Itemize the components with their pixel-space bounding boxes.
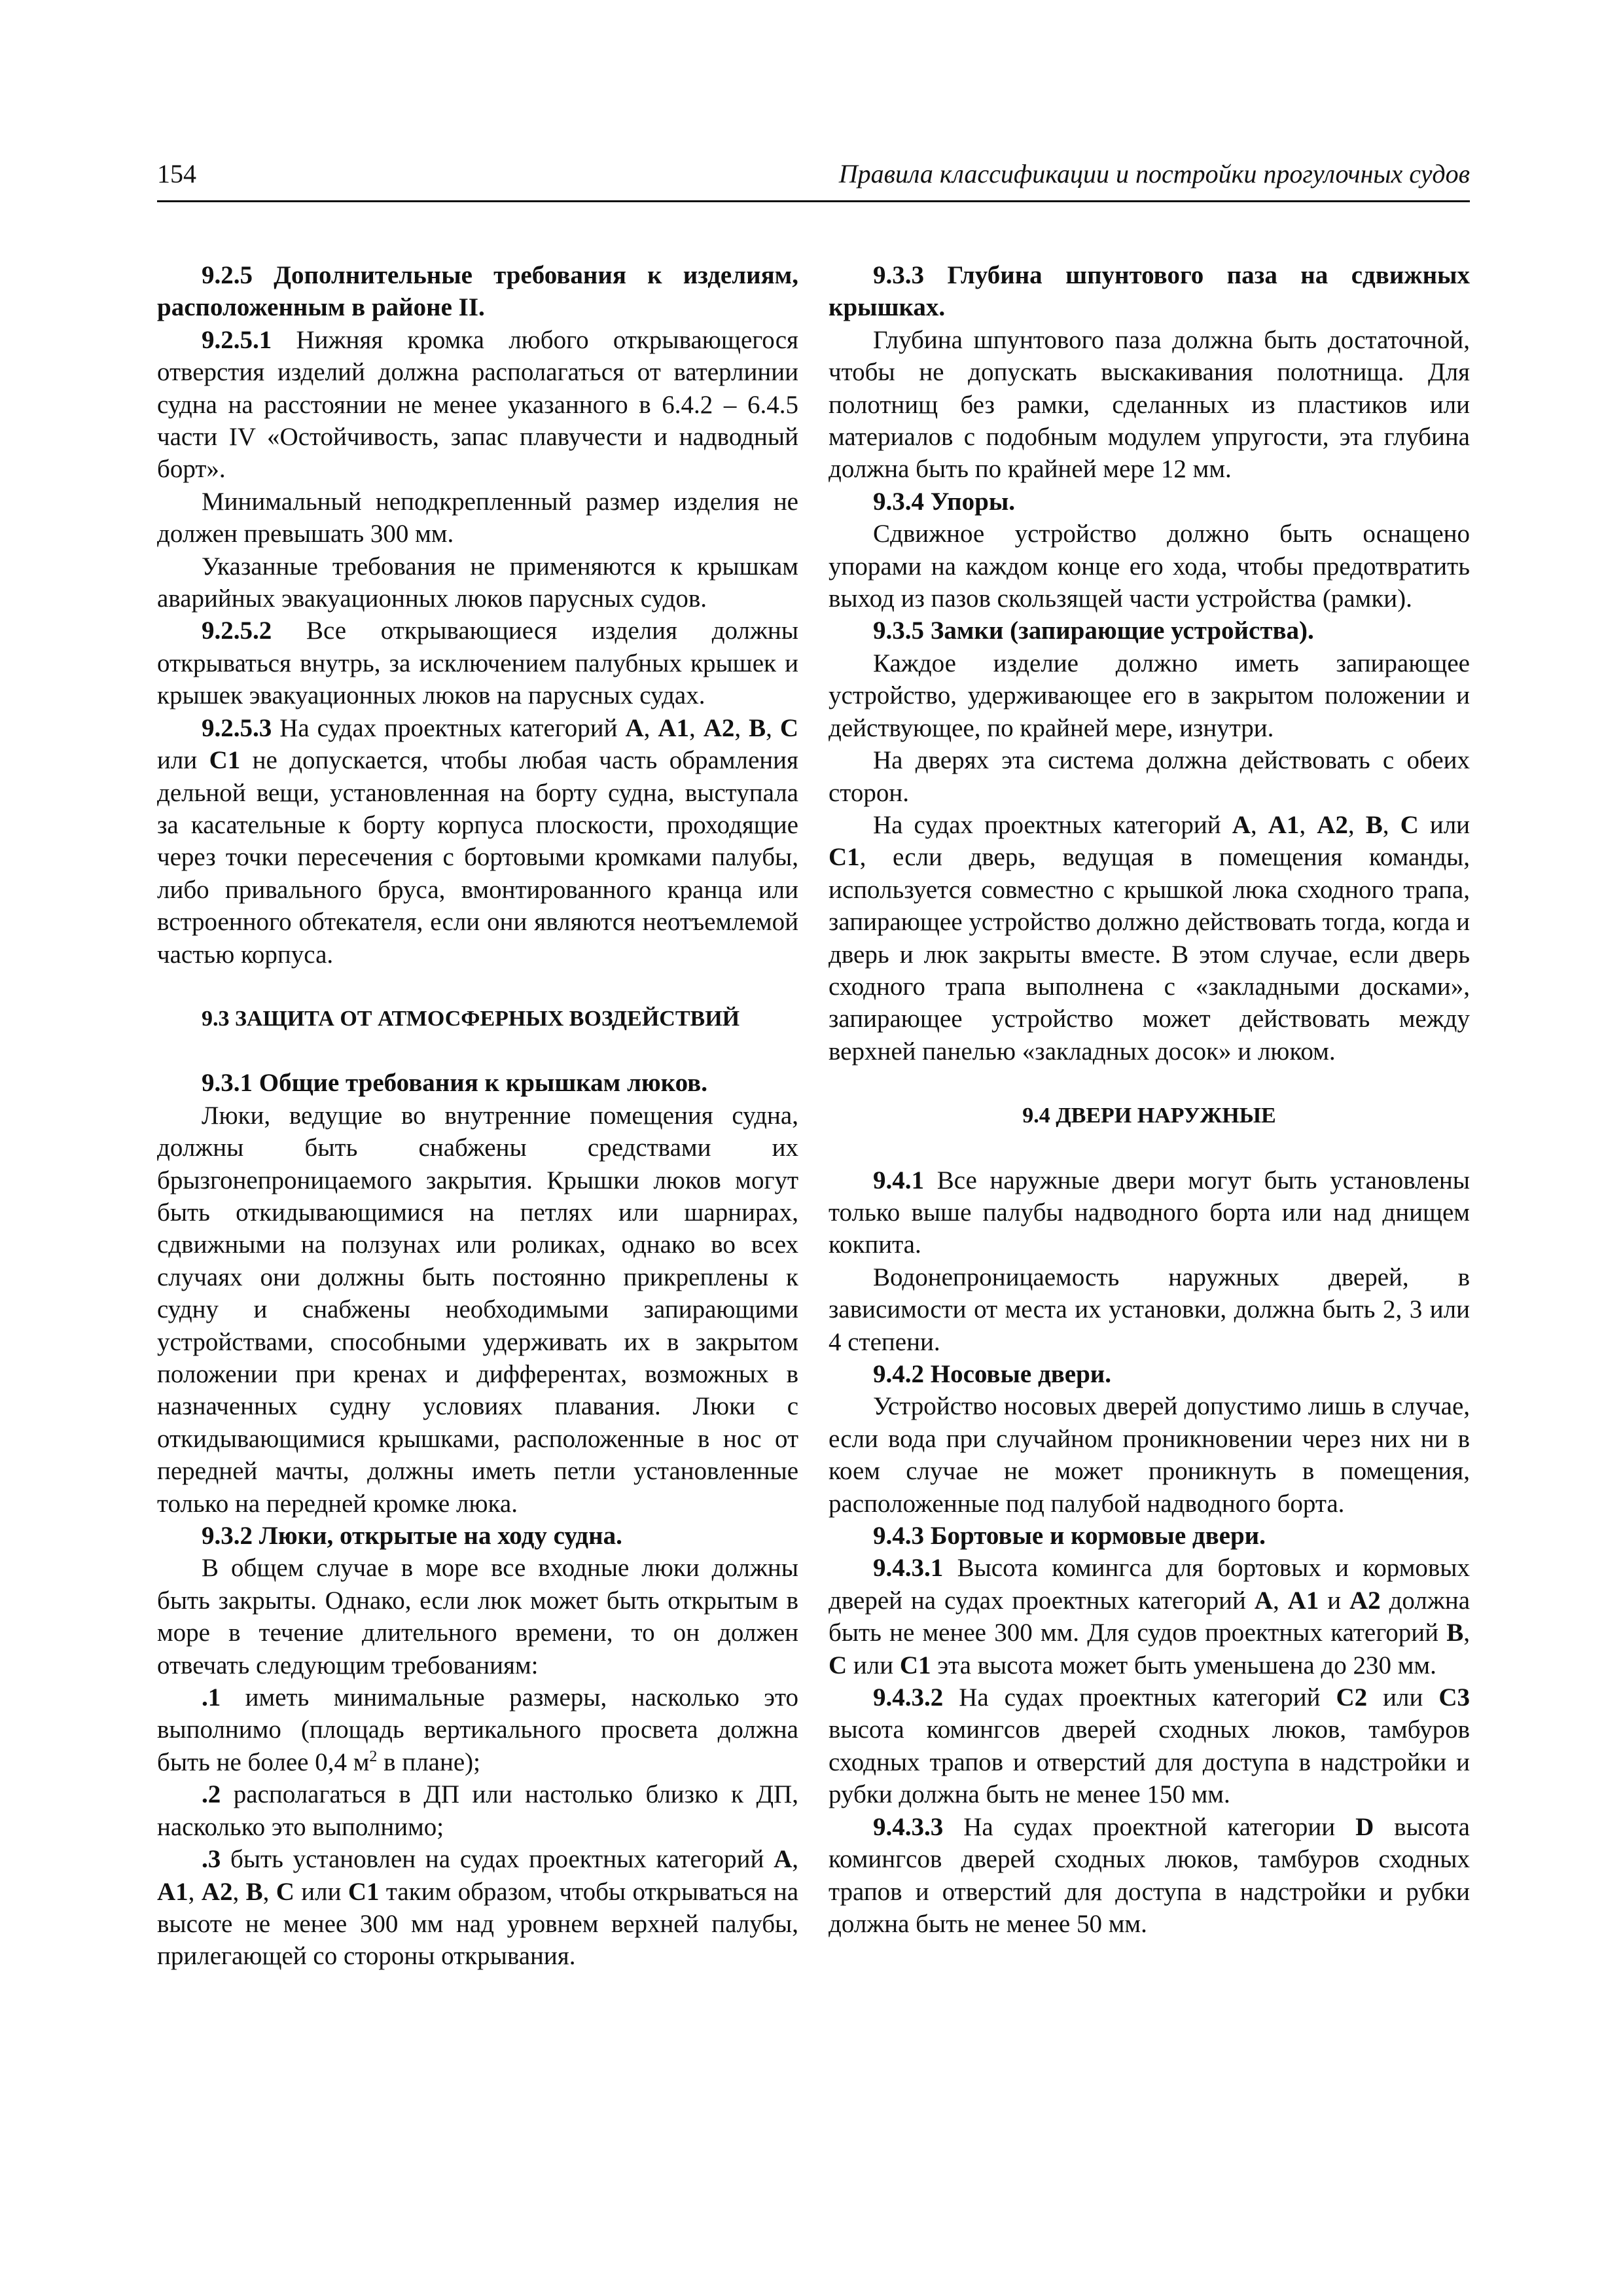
heading-9-3-2: 9.3.2 Люки, открытые на ходу судна. bbox=[202, 1522, 622, 1551]
running-header bbox=[157, 154, 1470, 194]
para-9-2-5-2 bbox=[157, 615, 798, 711]
heading-9-2-5: 9.2.5 Дополнительные требования к изделиям, расположенным в районе II. bbox=[157, 261, 798, 322]
para-9-4-3-1: 9.4.3.1 Высота комингса для бортовых и кормовых дверей на судах проектных категорий A, A1 и A2 должна быть не менее 300 мм. Для судов проектных категорий B, C или C1 эта высота может быть уменьшена до 230 мм. bbox=[829, 1554, 1471, 1679]
para-number: 9.4.3.2 bbox=[873, 1683, 944, 1712]
para-number: 9.2.5.2 bbox=[202, 617, 272, 645]
para-9-3-2: В общем случае в море все входные люки должны быть закрыты. Однако, если люк может быть открытым в море в течение длительного времени, то он должен отвечать следующим требованиям: bbox=[157, 1554, 798, 1679]
para-number: 9.2.5.3 bbox=[202, 713, 272, 742]
para-9-3-3: Глубина шпунтового паза должна быть достаточной, чтобы не допускать выскакивания полотнища. Для полотнищ без рамки, сделанных из пластиков или материалов с подобным модулем упругости, эта глубина должна быть по крайней мере 12 мм. bbox=[829, 325, 1470, 484]
para-9-3-5-a: Каждое изделие должно иметь запирающее устройство, удерживающее его в закрытом положении и действующее, по крайней мере, изнутри. bbox=[829, 649, 1470, 742]
cat-c1: C1 bbox=[209, 746, 241, 775]
page-number: 154 bbox=[157, 159, 196, 188]
para-text: не допускается, чтобы любая часть обрамления дельной вещи, установленная на борту судна, выступала за касательные к борту корпуса плоскости, проходящие через точки пересечения с бортовыми кромками палубы, либо привального бруса, вмонтированного кранца или встроенного обтекателя, если они являются неотъемлемой частью корпуса. bbox=[157, 746, 798, 969]
para-9-4-2: Устройство носовых дверей допустимо лишь в случае, если вода при случайном проникновении через них ни в коем случае не может проникнуть в помещения, расположенные под палубой надводного борта. bbox=[829, 1392, 1470, 1518]
para-9-2-5-3: 9.2.5.3 На судах проектных категорий A, A1, A2, B, C или C1 не допускается, чтобы любая часть обрамления дельной вещи, установленная на борту судна, выступала за касательные к борту корпуса плоскости, проходящие через точки пересечения с бортовыми кромками палубы, либо привального бруса, вмонтированного кранца или встроенного обтекателя, если они являются неотъемлемой частью корпуса. bbox=[157, 713, 798, 969]
para-number: 9.2.5.1 bbox=[202, 325, 272, 354]
para-9-4-3-3: 9.4.3.3 На судах проектной категории D высота комингсов дверей сходных люков, тамбуров сходных трапов и отверстий для доступа в надстройки и рубки должна быть не менее 50 мм. bbox=[829, 1812, 1470, 1938]
para-9-3-5-b: На дверях эта система должна действовать с обеих сторон. bbox=[829, 746, 1470, 807]
heading-9-3-1: 9.3.1 Общие требования к крышкам люков. bbox=[202, 1069, 707, 1098]
para-text: Нижняя кромка любого открывающегося отверстия изделий должна располагаться от ватерлинии судна на расстоянии не менее указанного в 6.4.2 – 6.4.5 части IV «Остойчивость, запас плавучести и надводный борт». bbox=[157, 325, 798, 484]
list-number: .2 bbox=[202, 1780, 221, 1809]
para-9-4-1-b: Водонепроницаемость наружных дверей, в зависимости от места их установки, должна быть 2, 3 или 4 степени. bbox=[829, 1263, 1470, 1356]
list-item-3: .3 быть установлен на судах проектных категорий A, A1, A2, B, C или C1 таким образом, чтобы открываться на высоте не менее 300 мм над уровнем верхней палубы, прилегающей со стороны открывания. bbox=[157, 1845, 799, 1971]
heading-9-3-5: 9.3.5 Замки (запирающие устройства). bbox=[873, 617, 1314, 645]
list-item-2: .2 располагаться в ДП или настолько близко к ДП, насколько это выполнимо; bbox=[157, 1780, 798, 1841]
para-9-4-1: 9.4.1 Все наружные двери могут быть установлены только выше палубы надводного борта или над днищем кокпита. bbox=[829, 1166, 1470, 1259]
list-item-1: .1 иметь минимальные размеры, насколько это выполнимо (площадь вертикального просвета должна быть не более 0,4 $м^2$ в плане); bbox=[157, 1683, 798, 1776]
para-9-4-3-2: 9.4.3.2 На судах проектных категорий C2 или C3 высота комингсов дверей сходных люков, тамбуров сходных трапов и отверстий для доступа в надстройки и рубки должна быть не менее 150 мм. bbox=[829, 1683, 1470, 1809]
para-9-2-5-1 bbox=[157, 324, 798, 486]
para-9-3-4: Сдвижное устройство должно быть оснащено упорами на каждом конце его хода, чтобы предотвратить выход из пазов скользящей части устройства (рамки). bbox=[829, 520, 1470, 613]
para-number: 9.4.3.3 bbox=[873, 1812, 944, 1841]
para-text: Все открывающиеся изделия должны открываться внутрь, за исключением палубных крышек и крышек эвакуационных люков на парусных судах. bbox=[157, 617, 798, 710]
cat-c: C bbox=[779, 713, 798, 742]
para-number: 9.4.3.1 bbox=[873, 1554, 944, 1583]
cat-a2: A2 bbox=[703, 713, 735, 742]
heading-9-3-3: 9.3.3 Глубина шпунтового паза на сдвижных крышках. bbox=[829, 261, 1470, 322]
heading-9-4-3: 9.4.3 Бортовые и кормовые двери. bbox=[873, 1522, 1266, 1551]
para-min-size: Минимальный неподкрепленный размер изделия не должен превышать 300 мм. bbox=[157, 487, 798, 548]
para-text: На судах проектных категорий bbox=[272, 713, 626, 742]
para-number: 9.4.1 bbox=[873, 1166, 924, 1194]
section-heading-9-4: 9.4 ДВЕРИ НАРУЖНЫЕ bbox=[1022, 1103, 1276, 1128]
right-column bbox=[829, 259, 1470, 1940]
cat-b: B bbox=[749, 713, 766, 742]
cat-a: A bbox=[625, 713, 644, 742]
left-column bbox=[157, 259, 798, 1973]
heading-9-4-2: 9.4.2 Носовые двери. bbox=[873, 1360, 1112, 1388]
cat-a1: A1 bbox=[658, 713, 690, 742]
para-9-3-1: Люки, ведущие во внутренние помещения судна, должны быть снабжены средствами их брызгонепроницаемого закрытия. Крышки люков могут быть откидывающимися на петлях или шарнирах, сдвижными на ползунах или роликах, однако во всех случаях они должны быть постоянно прикреплены к судну и снабжены необходимыми запирающими устройствами, способными удерживать их в закрытом положении при кренах и дифферентах, возможных в назначенных судну условиях плавания. Люки с откидывающимися крышками, расположенные в нос от передней мачты, должны иметь петли установленные только на передней кромке люка. bbox=[157, 1101, 798, 1518]
para-exception: Указанные требования не применяются к крышкам аварийных эвакуационных люков парусных судов. bbox=[157, 552, 798, 613]
para-9-3-5-c: На судах проектных категорий A, A1, A2, B, C или C1, если дверь, ведущая в помещения команды, используется совместно с крышкой люка сходного трапа, запирающее устройство должно действовать тогда, когда и дверь и люк закрыты вместе. В этом случае, если дверь сходного трапа выполнена с «закладными досками», запирающее устройство может действовать между верхней панелью «закладных досок» и люком. bbox=[829, 810, 1471, 1066]
header-rule bbox=[157, 200, 1470, 202]
list-number: .3 bbox=[202, 1845, 221, 1874]
running-title: Правила классификации и постройки прогулочных судов bbox=[838, 159, 1470, 188]
list-number: .1 bbox=[202, 1683, 221, 1712]
section-heading-9-3: 9.3 ЗАЩИТА ОТ АТМОСФЕРНЫХ ВОЗДЕЙСТВИЙ bbox=[202, 1006, 740, 1031]
heading-9-3-4: 9.3.4 Упоры. bbox=[873, 487, 1016, 516]
